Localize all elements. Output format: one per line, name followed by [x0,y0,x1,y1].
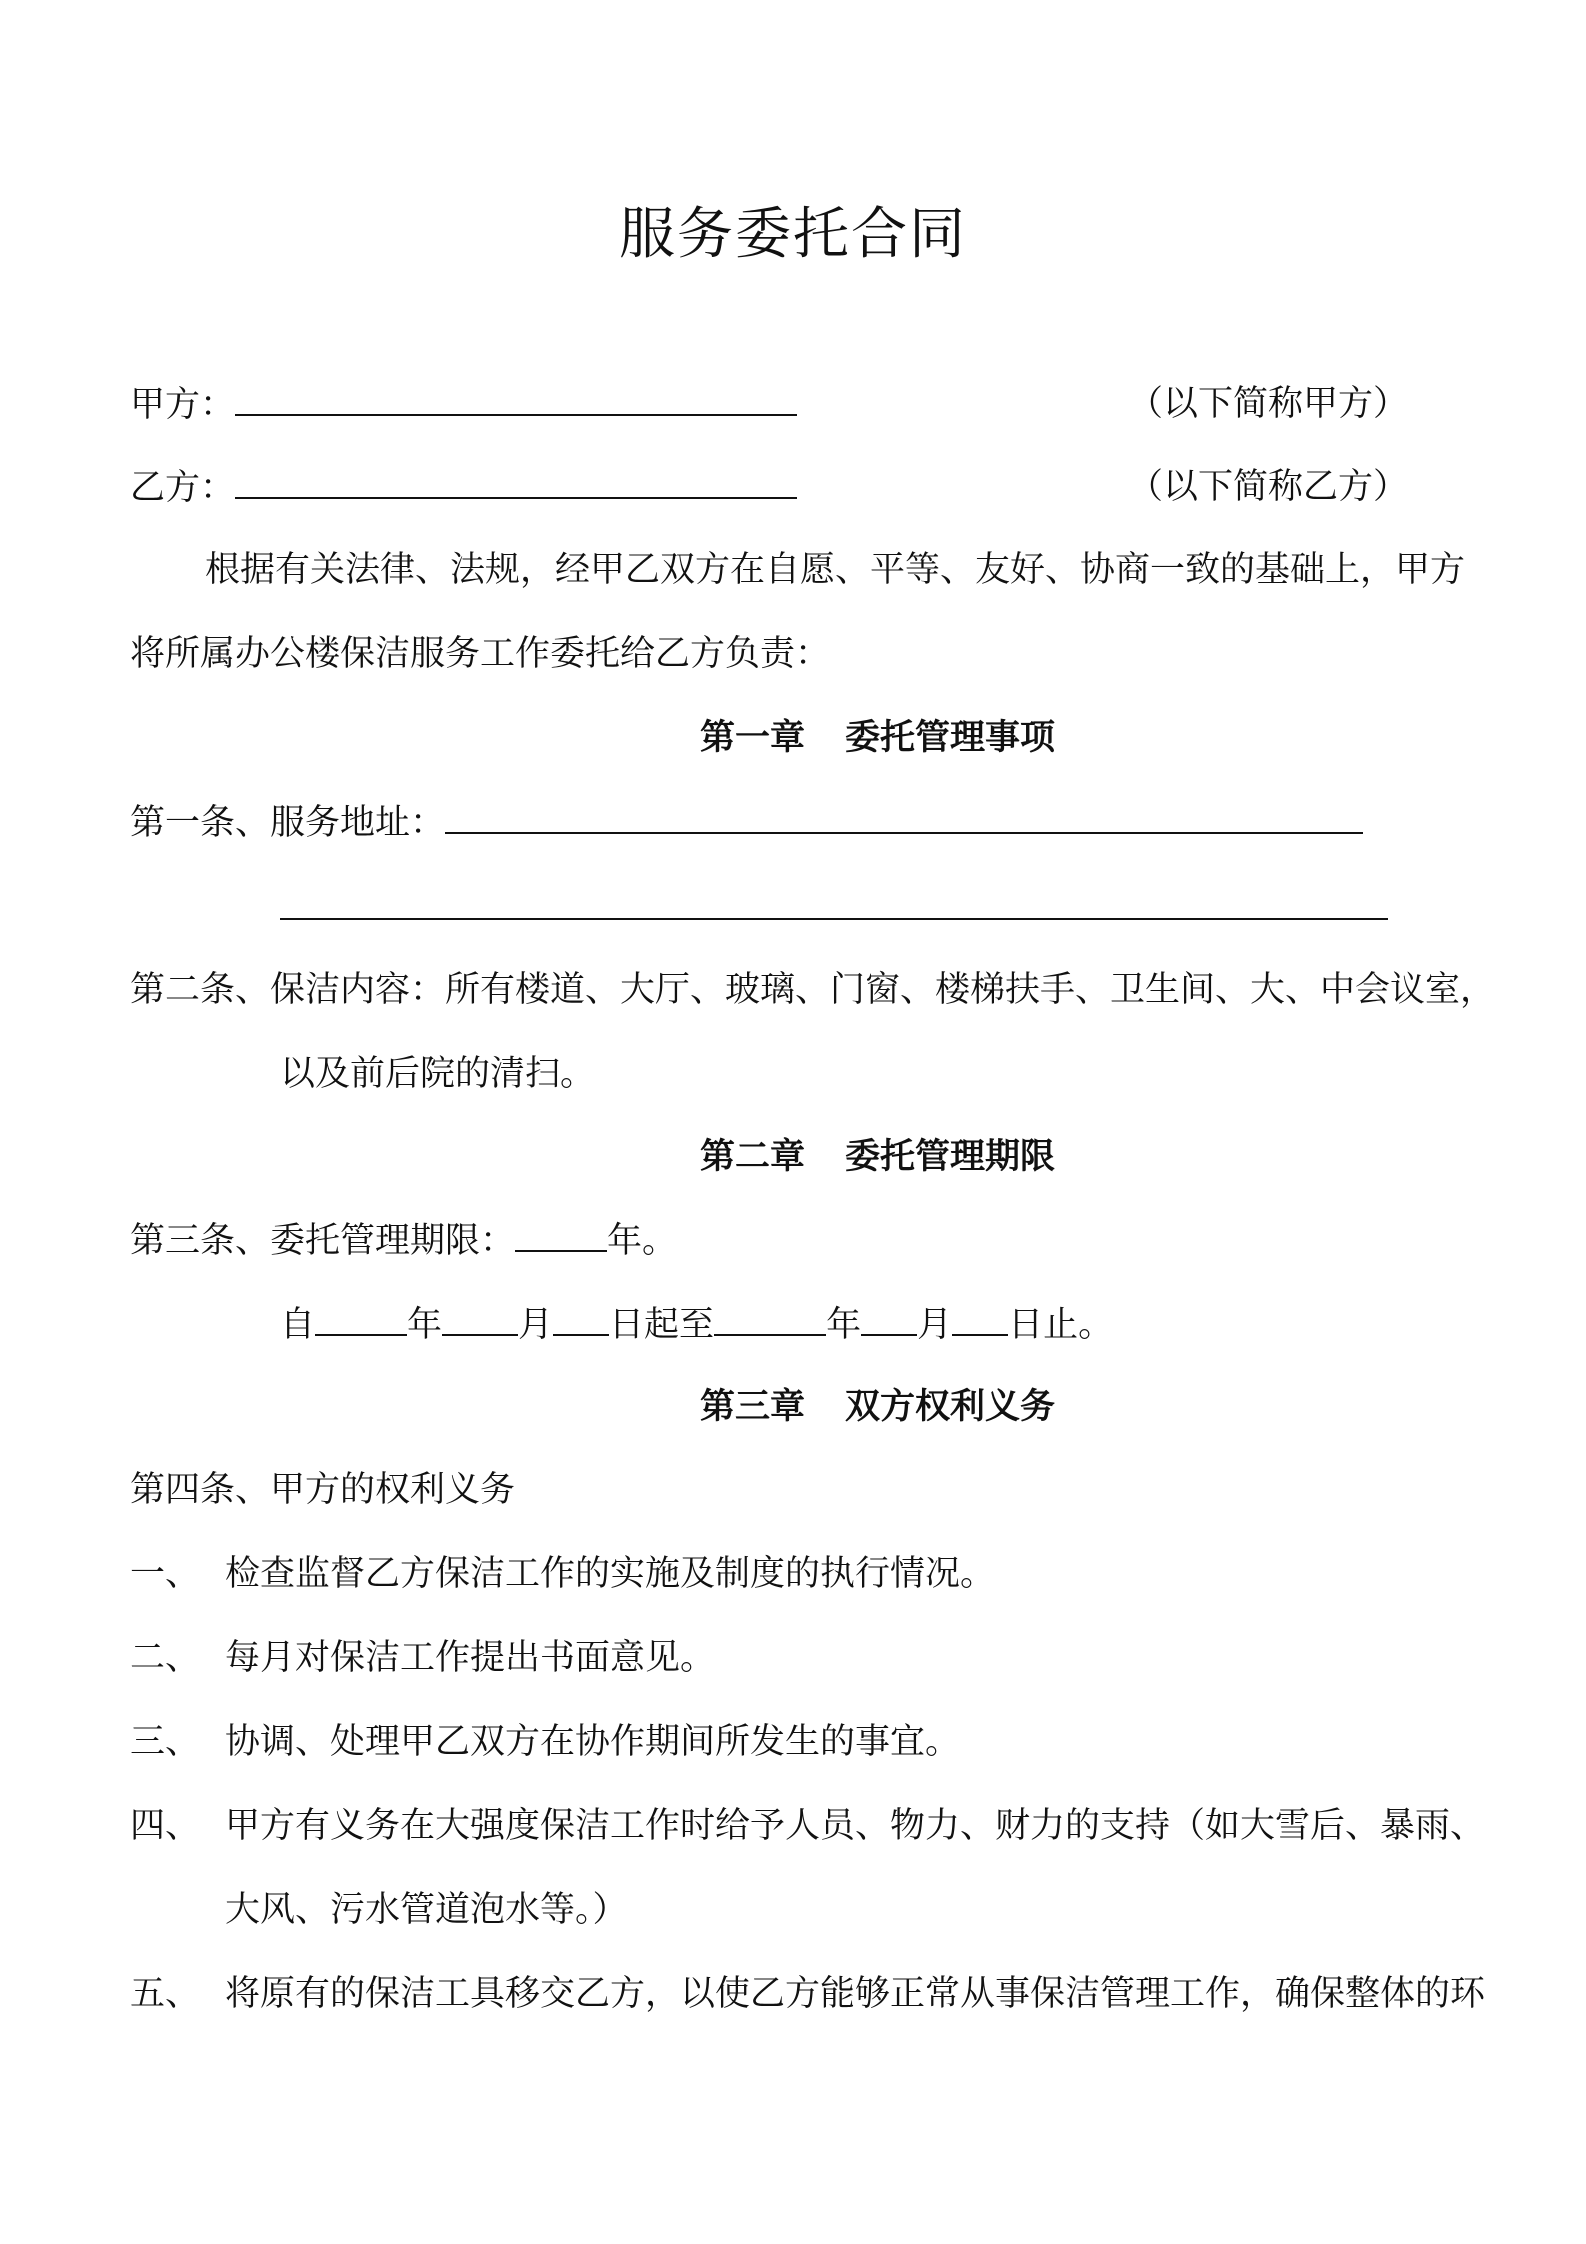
item-5-number: 五、 [130,1974,201,2014]
document-title: 服务委托合同 [619,202,967,267]
service-address-blank-2[interactable] [280,918,1388,920]
party-b-label: 乙方： [130,468,236,508]
end-day-label: 日止。 [1008,1305,1114,1345]
intro-line-1: 根据有关法律、法规，经甲乙双方在自愿、平等、友好、协商一致的基础上，甲方 [205,550,1466,590]
article-1-row [130,800,1363,845]
chapter-3-heading [700,1385,1055,1429]
term-years-blank[interactable] [515,1218,607,1252]
party-a-blank[interactable] [235,382,797,416]
item-1-text: 检查监督乙方保洁工作的实施及制度的执行情况。 [225,1554,996,1594]
party-a-note: （以下简称甲方） [1128,384,1409,424]
item-3-number: 三、 [130,1722,201,1762]
party-b-row [130,465,797,510]
start-day-blank[interactable] [553,1302,609,1336]
party-b-blank[interactable] [235,465,797,499]
item-1-number: 一、 [130,1554,201,1594]
start-day-label: 日起至 [609,1305,715,1345]
end-year-blank[interactable] [714,1302,826,1336]
end-month-blank[interactable] [861,1302,917,1336]
item-5-text: 将原有的保洁工具移交乙方，以使乙方能够正常从事保洁管理工作，确保整体的环 [225,1974,1486,2014]
start-year-blank[interactable] [315,1302,407,1336]
item-2-number: 二、 [130,1638,201,1678]
item-4-text: 甲方有义务在大强度保洁工作时给予人员、物力、财力的支持（如大雪后、暴雨、 [225,1806,1486,1846]
article-3-period-row [280,1302,1113,1347]
party-a-row [130,382,797,427]
article-1-label: 第一条、服务地址： [130,803,446,843]
article-2-line-1: 第二条、保洁内容：所有楼道、大厅、玻璃、门窗、楼梯扶手、卫生间、大、中会议室， [130,970,1496,1010]
item-4-number: 四、 [130,1806,201,1846]
end-year-label: 年 [826,1305,862,1345]
article-3-label: 第三条、委托管理期限： [130,1221,516,1261]
chapter-2-name: 委托管理期限 [845,1136,1056,1177]
item-4-text-continued: 大风、污水管道泡水等。） [225,1890,628,1930]
party-b-note: （以下简称乙方） [1128,467,1409,507]
intro-line-2: 将所属办公楼保洁服务工作委托给乙方负责： [130,634,831,674]
article-4-label: 第四条、甲方的权利义务 [130,1470,516,1510]
item-2-text: 每月对保洁工作提出书面意见。 [225,1638,716,1678]
period-from-label: 自 [280,1305,316,1345]
article-2-line-2: 以及前后院的清扫。 [280,1054,596,1094]
chapter-3-number: 第三章 [700,1386,806,1427]
chapter-3-name: 双方权利义务 [845,1386,1056,1427]
chapter-2-number: 第二章 [700,1136,806,1177]
chapter-1-heading [700,716,1055,760]
article-3-unit: 年。 [607,1221,678,1261]
service-address-blank-1[interactable] [445,800,1363,834]
start-month-label: 月 [518,1305,554,1345]
start-month-blank[interactable] [442,1302,518,1336]
chapter-1-name: 委托管理事项 [845,717,1056,758]
article-3-row [130,1218,677,1263]
end-month-label: 月 [917,1305,953,1345]
chapter-2-heading [700,1135,1055,1179]
chapter-1-number: 第一章 [700,717,806,758]
start-year-label: 年 [407,1305,443,1345]
item-3-text: 协调、处理甲乙双方在协作期间所发生的事宜。 [225,1722,961,1762]
end-day-blank[interactable] [952,1302,1008,1336]
party-a-label: 甲方： [130,385,236,425]
